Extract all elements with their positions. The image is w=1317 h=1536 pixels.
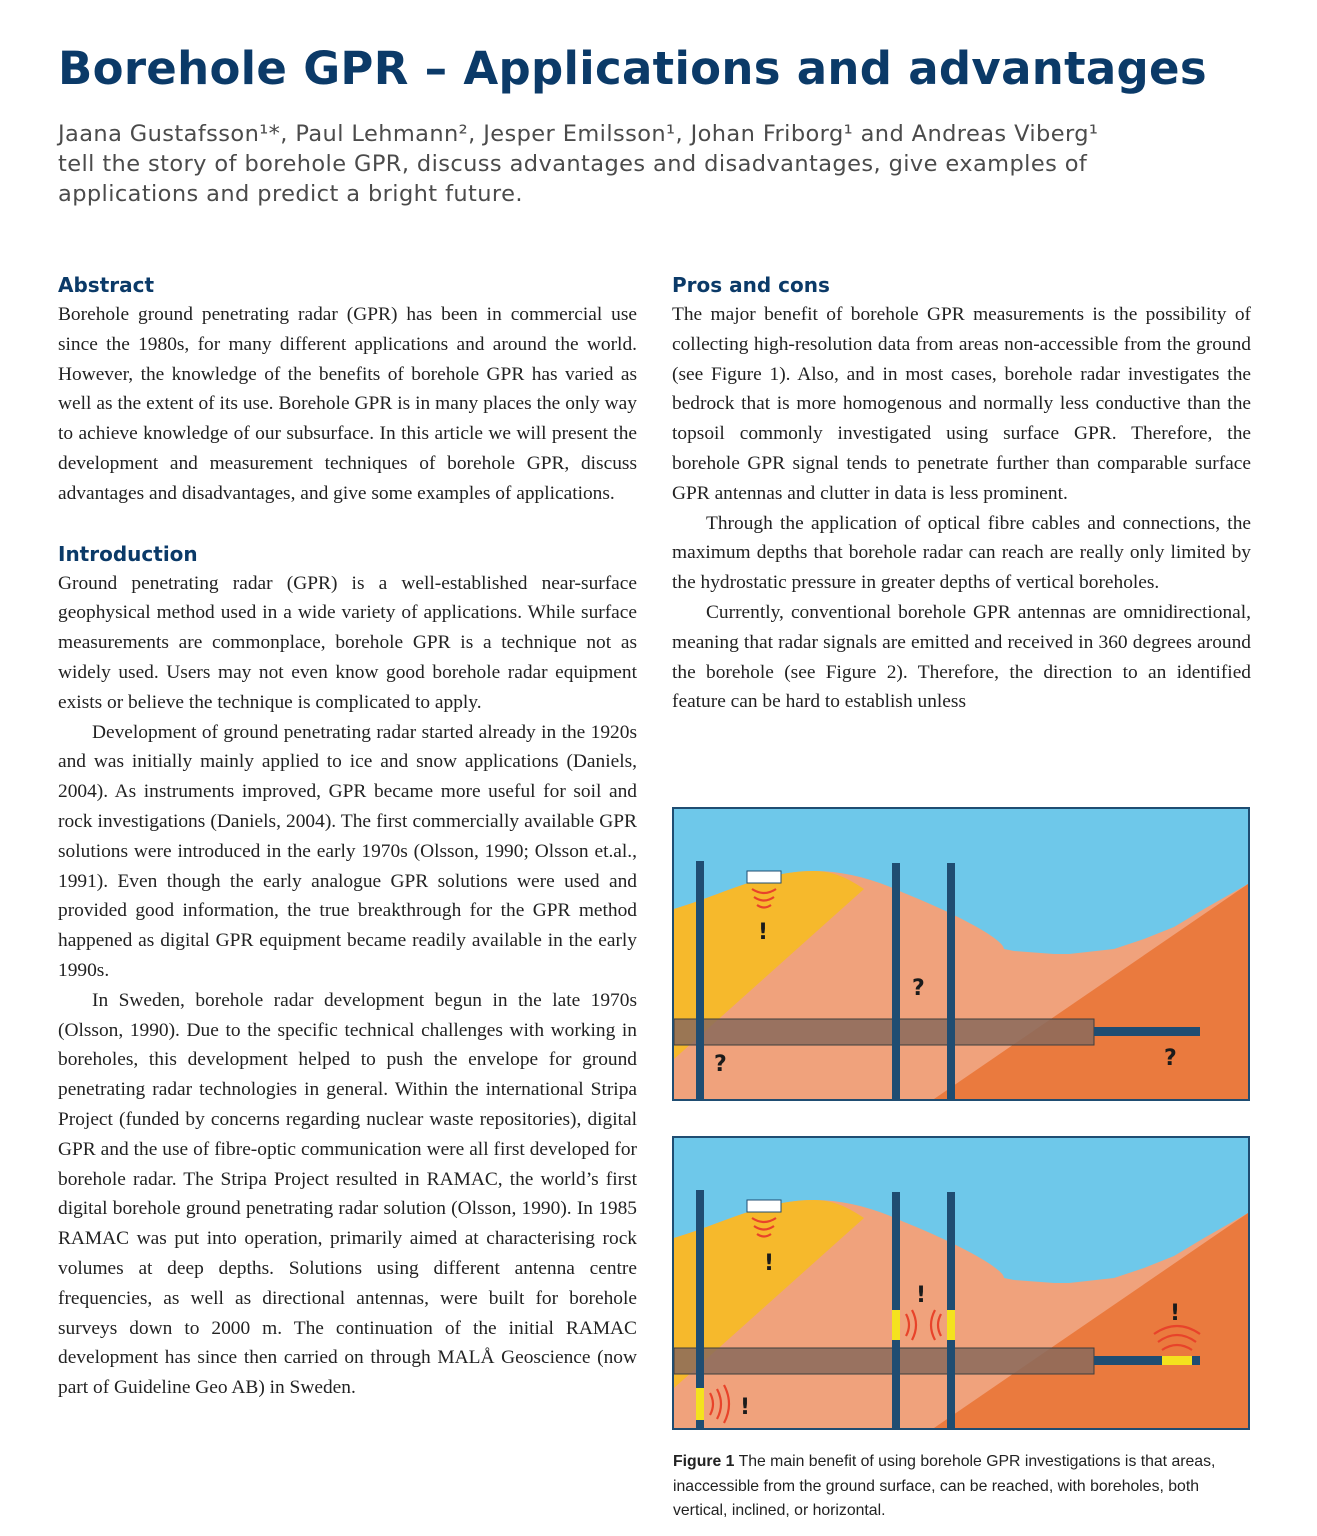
abstract-text: Borehole ground penetrating radar (GPR) has been in commercial use since the 1980s, for many different applications and around the world. However, the knowledge of the benefits of borehole GPR has varied as well as the extent of its use. Borehole GPR is in many places the only way to achieve knowledge of our subsurface. In this article we will present the development and measurement techniques of borehole GPR, discuss advantages and disadvantages, and give some examples of applications.: [58, 304, 637, 504]
surface-mark: !: [758, 920, 769, 945]
introduction-heading: Introduction: [58, 541, 198, 566]
middle-mark: !: [916, 1283, 927, 1308]
pros-cons-paragraph: The major benefit of borehole GPR measurements is the possibility of collecting high-resolution data from areas non-accessible from the ground (see Figure 1). Also, and in most cases, borehole radar investigates the bedrock that is more homogenous and normally less conductive than the topsoil commonly investigated using surface GPR. Therefore, the borehole GPR signal tends to penetrate further than comparable surface GPR antennas and clutter in data is less prominent.: [672, 304, 1251, 504]
introduction-paragraph: In Sweden, borehole radar development begun in the late 1970s (Olsson, 1990). Due to the specific technical challenges with working in boreholes, this development helped to push the envelope for ground penetrating radar technologies in general. Within the international Stripa Project (funded by concerns regarding nuclear waste repositories), digital GPR and the use of fibre-optic communication were all first developed for borehole radar. The Stripa Project resulted in RAMAC, the world’s first digital borehole ground penetrating radar solution (Olsson, 1990). In 1985 RAMAC was put into operation, primarily aimed at characterising rock volumes at deep depths. Solutions using different antenna centre frequencies, as well as directional antennas, were built for borehole surveys down to 2000 m. The continuation of the initial RAMAC development has since then carried on through MALÅ Geoscience (now part of Guideline Geo AB) in Sweden.: [58, 989, 637, 1399]
borehole-antenna: [1162, 1356, 1192, 1365]
figure-label: Figure 1: [673, 1453, 735, 1470]
borehole-middle-2: [947, 863, 955, 1099]
figure-1-bottom-panel: [672, 1136, 1250, 1430]
surface-mark: !: [764, 1251, 775, 1276]
borehole-antenna: [892, 1310, 900, 1340]
right-column: [672, 270, 1251, 717]
introduction-paragraph: Development of ground penetrating radar started already in the 1920s and was initially mainly applied to ice and snow applications (Daniels, 2004). As instruments improved, GPR became more useful for soil and rock investigations (Daniels, 2004). The first commercially available GPR solutions were introduced in the early 1970s (Olsson, 1990; Olsson et.al., 1991). Even though the early analogue GPR solutions were used and provided good information, the true breakthrough for the GPR method happened as digital GPR equipment became readily available in the early 1990s.: [58, 721, 637, 981]
figure-caption-text: The main benefit of using borehole GPR investigations is that areas, inaccessible from the ground surface, can be reached, with boreholes, both vertical, inclined, or horizontal.: [673, 1453, 1216, 1519]
horizontal-tunnel: [674, 1348, 1094, 1374]
borehole-antenna: [947, 1310, 955, 1340]
right-mark: !: [1170, 1301, 1181, 1326]
pros-cons-paragraph: Currently, conventional borehole GPR antennas are omnidirectional, meaning that radar signals are emitted and received in 360 degrees around the borehole (see Figure 2). Therefore, the direction to an identified feature can be hard to establish unless: [672, 601, 1251, 713]
abstract-heading: Abstract: [58, 273, 155, 297]
introduction-paragraph: Ground penetrating radar (GPR) is a well-established near-surface geophysical method used in a wide variety of applications. While surface measurements are commonplace, borehole GPR is a technique not as widely used. Users may not even know good borehole radar equipment exists or believe the technique is complicated to apply.: [58, 572, 637, 713]
tunnel-right-mark: ?: [1164, 1046, 1177, 1071]
geology-cross-section: [674, 809, 1248, 1099]
standfirst-line: applications and predict a bright future.: [58, 181, 523, 207]
horizontal-tunnel: [674, 1019, 1094, 1045]
pros-cons-paragraph: Through the application of optical fibre cables and connections, the maximum depths that borehole radar can reach are really only limited by the hydrostatic pressure in greater depths of vertical boreholes.: [672, 512, 1251, 594]
geology-cross-section: [674, 1138, 1248, 1428]
figure-caption: [673, 1450, 1233, 1524]
borehole-left: [696, 861, 704, 1099]
surface-gpr-device: [747, 1200, 781, 1212]
middle-mark: ?: [912, 976, 925, 1001]
horizontal-borehole: [1094, 1027, 1200, 1036]
left-column: [58, 270, 637, 1403]
borehole-antenna: [696, 1388, 704, 1420]
standfirst-line: tell the story of borehole GPR, discuss advantages and disadvantages, give examples of: [58, 151, 1088, 177]
borehole-middle-1: [892, 863, 900, 1099]
tunnel-left-mark: ?: [714, 1052, 727, 1077]
tunnel-left-mark: !: [740, 1395, 751, 1420]
surface-gpr-device: [747, 871, 781, 883]
pros-cons-heading: Pros and cons: [672, 273, 830, 297]
figure-1-top-panel: [672, 807, 1250, 1101]
article-title: Borehole GPR – Applications and advantages: [58, 42, 1207, 95]
standfirst: [58, 119, 1258, 209]
standfirst-line: Jaana Gustafsson¹*, Paul Lehmann², Jesper Emilsson¹, Johan Friborg¹ and Andreas Viberg¹: [58, 121, 1099, 147]
